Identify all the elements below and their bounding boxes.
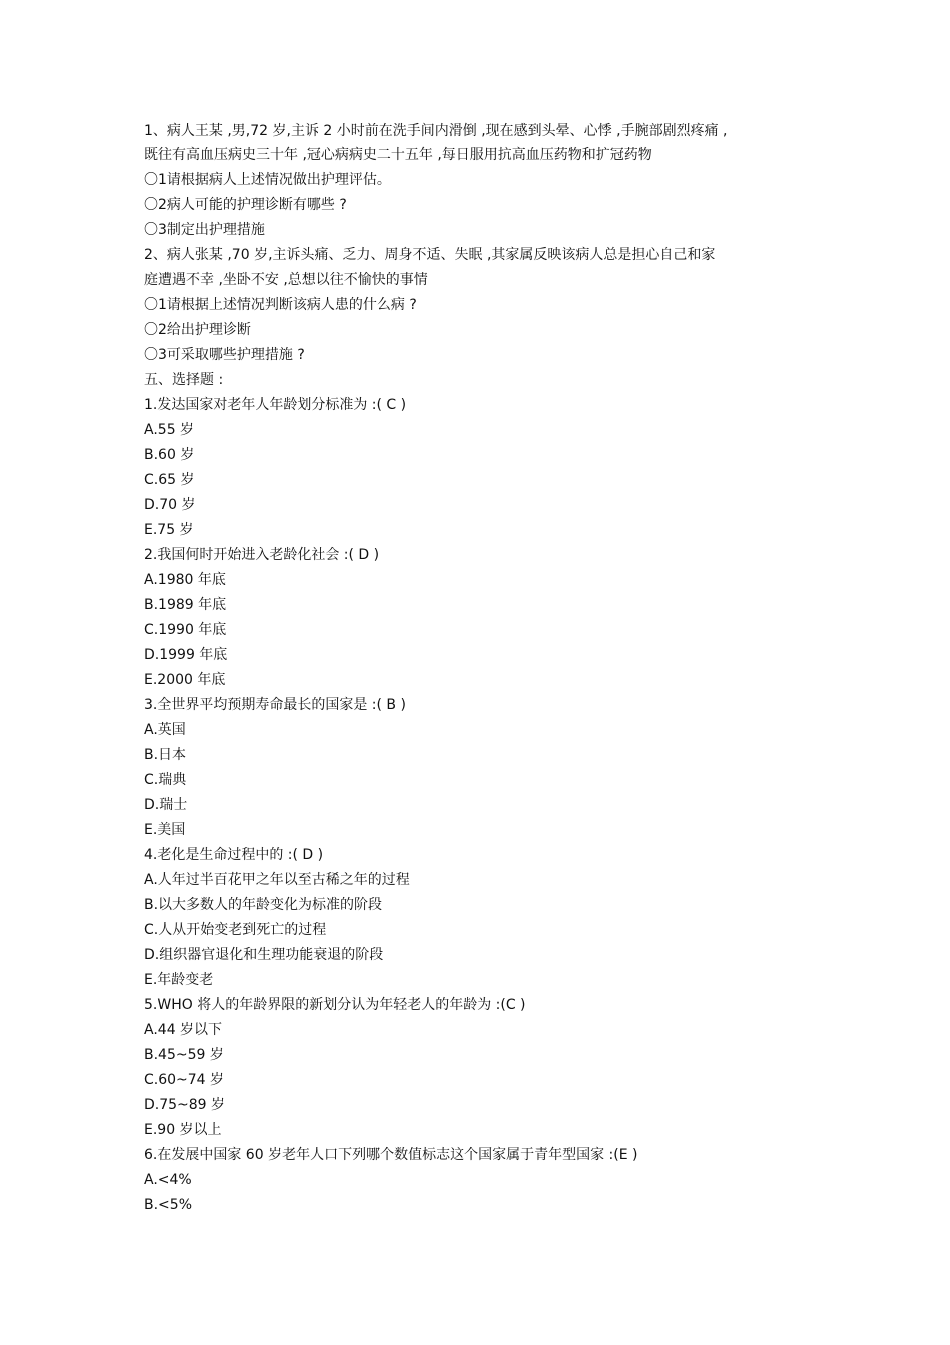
case-2-text-line-2: 庭遭遇不幸 ,坐卧不安 ,总想以往不愉快的事情 (144, 272, 428, 288)
question-4-option-d: D.组织器官退化和生理功能衰退的阶段 (144, 947, 384, 963)
case-2-question-2: 〇2给出护理诊断 (144, 322, 251, 338)
question-6-option-a: A.<4% (144, 1172, 192, 1188)
question-2-option-c: C.1990 年底 (144, 622, 227, 638)
question-3-option-e: E.美国 (144, 822, 186, 838)
question-2-option-d: D.1999 年底 (144, 647, 228, 663)
question-5: 5.WHO 将人的年龄界限的新划分认为年轻老人的年龄为 :(C ) (144, 997, 526, 1013)
question-4-option-b: B.以大多数人的年龄变化为标准的阶段 (144, 897, 383, 913)
question-5-option-d: D.75~89 岁 (144, 1097, 226, 1113)
question-1-option-d: D.70 岁 (144, 497, 196, 513)
question-6: 6.在发展中国家 60 岁老年人口下列哪个数值标志这个国家属于青年型国家 :(E ) (144, 1147, 638, 1163)
question-5-option-e: E.90 岁以上 (144, 1122, 222, 1138)
question-2-option-a: A.1980 年底 (144, 572, 226, 588)
question-2-option-e: E.2000 年底 (144, 672, 226, 688)
section-heading: 五、选择题 : (144, 372, 224, 388)
question-4-option-c: C.人从开始变老到死亡的过程 (144, 922, 327, 938)
question-4-option-a: A.人年过半百花甲之年以至古稀之年的过程 (144, 872, 410, 888)
question-1: 1.发达国家对老年人年龄划分标准为 :( C ) (144, 397, 407, 413)
question-1-option-b: B.60 岁 (144, 447, 195, 463)
question-4: 4.老化是生命过程中的 :( D ) (144, 847, 324, 863)
document-body (144, 120, 824, 1218)
case-2-question-1: 〇1请根据上述情况判断该病人患的什么病 ? (144, 297, 417, 313)
question-6-option-b: B.<5% (144, 1197, 192, 1213)
case-1-question-2: 〇2病人可能的护理诊断有哪些 ? (144, 197, 347, 213)
question-1-option-a: A.55 岁 (144, 422, 195, 438)
question-5-option-a: A.44 岁以下 (144, 1022, 223, 1038)
case-2-question-3: 〇3可采取哪些护理措施 ? (144, 347, 305, 363)
question-4-option-e: E.年龄变老 (144, 972, 214, 988)
question-3-option-c: C.瑞典 (144, 772, 187, 788)
question-1-option-e: E.75 岁 (144, 522, 194, 538)
question-5-option-b: B.45~59 岁 (144, 1047, 224, 1063)
question-3-option-d: D.瑞士 (144, 797, 188, 813)
case-1-text-line-2: 既往有高血压病史三十年 ,冠心病病史二十五年 ,每日服用抗高血压药物和扩冠药物 (144, 147, 652, 163)
question-3: 3.全世界平均预期寿命最长的国家是 :( B ) (144, 697, 406, 713)
question-3-option-a: A.英国 (144, 722, 186, 738)
case-1-question-3: 〇3制定出护理措施 (144, 222, 265, 238)
question-2: 2.我国何时开始进入老龄化社会 :( D ) (144, 547, 380, 563)
case-2-text-line-1: 2、病人张某 ,70 岁,主诉头痛、乏力、周身不适、失眠 ,其家属反映该病人总是担心自己和家 (144, 247, 716, 263)
question-5-option-c: C.60~74 岁 (144, 1072, 225, 1088)
question-3-option-b: B.日本 (144, 747, 187, 763)
case-1-text-line-1: 1、病人王某 ,男,72 岁,主诉 2 小时前在洗手间内滑倒 ,现在感到头晕、心悸 ,手腕部剧烈疼痛 , (144, 123, 728, 139)
question-1-option-c: C.65 岁 (144, 472, 195, 488)
question-2-option-b: B.1989 年底 (144, 597, 227, 613)
case-1-question-1: 〇1请根据病人上述情况做出护理评估。 (144, 172, 391, 188)
